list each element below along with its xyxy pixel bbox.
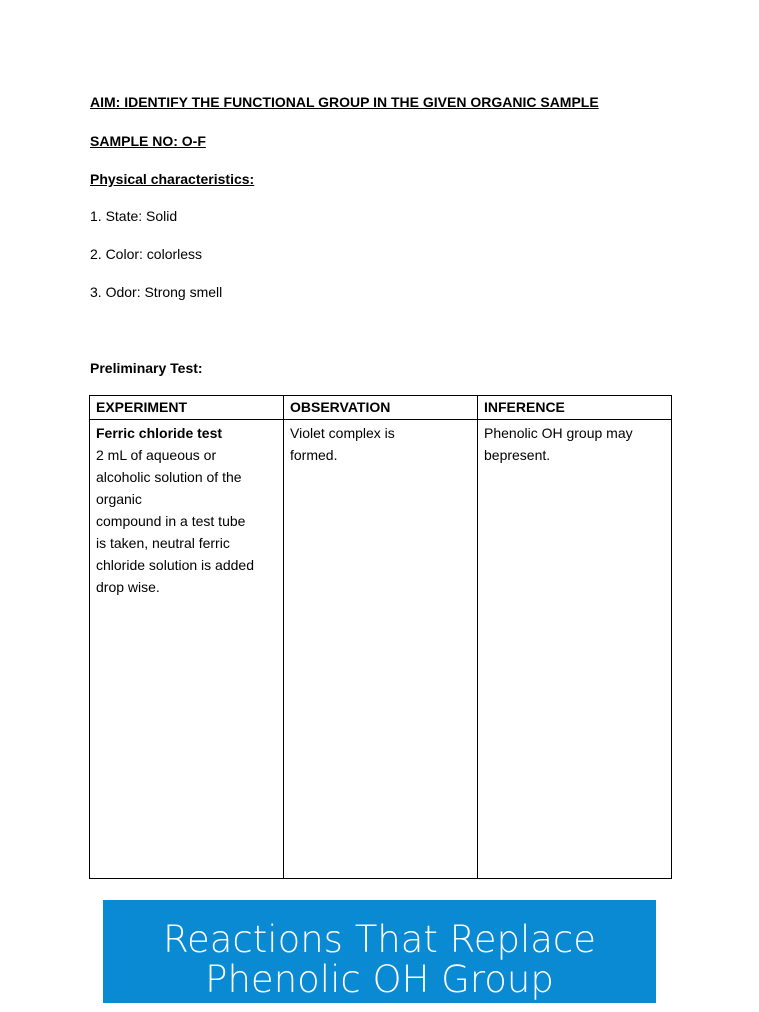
header-observation: OBSERVATION [284,396,478,420]
table-row [90,420,672,879]
banner-line-1: Reactions That Replace [162,918,597,961]
experiment-line: organic [96,491,142,507]
experiment-line: compound in a test tube [96,513,246,529]
banner-line-2: Phenolic OH Group [205,958,554,1001]
table-header-row [90,396,672,420]
experiment-cell [90,420,284,879]
experiment-line: alcoholic solution of the [96,469,242,485]
experiment-line: chloride solution is added [96,557,254,573]
experiment-line: 2 mL of aqueous or [96,447,217,463]
preliminary-test-table [89,395,672,879]
physical-item-color: 2. Color: colorless [90,246,203,262]
experiment-title: Ferric chloride test [96,425,223,441]
experiment-line: is taken, neutral ferric [96,535,230,551]
aim-heading: AIM: IDENTIFY THE FUNCTIONAL GROUP IN THE GIVEN ORGANIC SAMPLE [90,94,599,110]
inference-cell [478,420,672,879]
physical-item-odor: 3. Odor: Strong smell [90,284,223,300]
physical-characteristics-heading: Physical characteristics: [90,171,255,187]
header-inference: INFERENCE [478,396,672,420]
title-banner [103,900,656,1003]
physical-item-state: 1. State: Solid [90,208,178,224]
inference-line: Phenolic OH group may [484,425,633,441]
header-experiment: EXPERIMENT [90,396,284,420]
observation-cell [284,420,478,879]
observation-line: Violet complex is [290,425,395,441]
experiment-line: drop wise. [96,579,160,595]
preliminary-test-heading: Preliminary Test: [90,360,203,376]
observation-line: formed. [290,447,338,463]
inference-line: bepresent. [484,447,551,463]
sample-number: SAMPLE NO: O-F [90,133,206,149]
